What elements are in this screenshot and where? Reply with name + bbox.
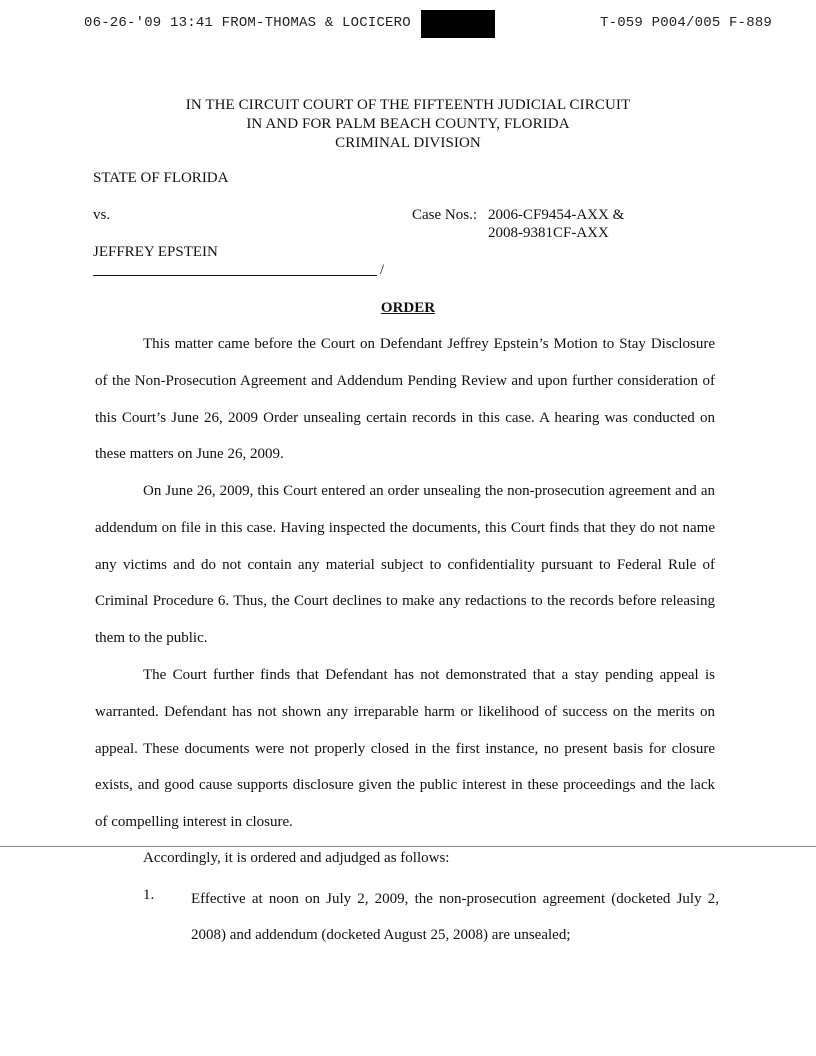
court-caption-line: CRIMINAL DIVISION [335, 135, 481, 151]
fax-header-left: 06-26-'09 13:41 FROM-THOMAS & LOCICERO [84, 15, 411, 31]
defendant-name: JEFFREY EPSTEIN [93, 244, 218, 260]
scan-fold-line [0, 846, 816, 847]
ordered-item-text: Effective at noon on July 2, 2009, the non-prosecution agreement (docketed July 2, 2008) and addendum (docketed August 25, 2008) are unsealed; [191, 891, 719, 943]
document-title: ORDER [380, 300, 436, 316]
court-caption-line: IN AND FOR PALM BEACH COUNTY, FLORIDA [246, 116, 570, 132]
ordered-intro: Accordingly, it is ordered and adjudged as follows: [143, 850, 450, 866]
body-paragraph: On June 26, 2009, this Court entered an order unsealing the non-prosecution agreement and an addendum on file in this case. Having inspected the documents, this Court finds that they do not name any victims and do not contain any material subject to confidentiality pursuant to Federal Rule of Criminal Procedure 6. Thus, the Court declines to make any redactions to the records before releasing them to the public. [95, 483, 715, 647]
court-caption [0, 96, 816, 153]
case-number-1: 2006-CF9454-AXX & [488, 207, 625, 223]
redaction-box [421, 10, 495, 38]
fax-header-right: T-059 P004/005 F-889 [600, 15, 773, 31]
caption-divider-line [93, 275, 377, 276]
body-paragraph: This matter came before the Court on Defendant Jeffrey Epstein’s Motion to Stay Disclosure of the Non-Prosecution Agreement and Addendum Pending Review and upon further consideration of this Court’s June 26, 2009 Order unsealing certain records in this case. A hearing was conducted on these matters on June 26, 2009. [95, 336, 715, 463]
versus-label: vs. [93, 207, 111, 223]
ordered-item-number: 1. [143, 887, 155, 903]
court-caption-line: IN THE CIRCUIT COURT OF THE FIFTEENTH JUDICIAL CIRCUIT [185, 97, 631, 113]
caption-slash: / [380, 262, 385, 278]
case-number-2: 2008-9381CF-AXX [488, 225, 609, 241]
plaintiff-name: STATE OF FLORIDA [93, 170, 229, 186]
body-paragraph: The Court further finds that Defendant has not demonstrated that a stay pending appeal is warranted. Defendant has not shown any irreparable harm or likelihood of success on the merits on appeal. These documents were not properly closed in the first instance, no present basis for closure exists, and good cause supports disclosure given the public interest in these proceedings and the lack of compelling interest in closure. [95, 667, 715, 831]
case-number-label: Case Nos.: [412, 207, 477, 223]
